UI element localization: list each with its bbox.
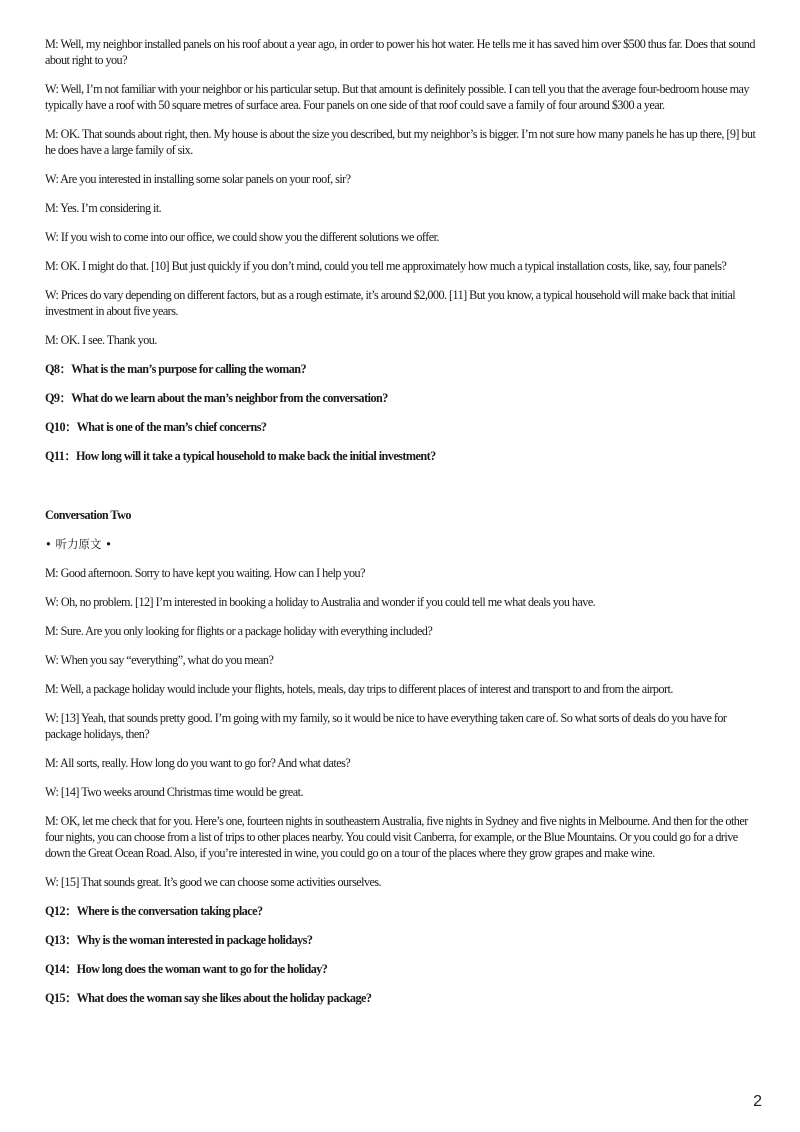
conversation-one-dialogue <box>45 36 757 348</box>
dialogue-line: M: Sure. Are you only looking for flights or a package holiday with everything included? <box>45 624 433 638</box>
dialogue-line: M: Yes. I’m considering it. <box>45 201 162 215</box>
question-q10: Q10：What is one of the man’s chief concerns? <box>45 420 267 434</box>
conversation-two-dialogue <box>45 565 757 890</box>
dialogue-line: M: Well, my neighbor installed panels on his roof about a year ago, in order to power his hot water. He tells me it has saved him over $500 thus far. Does that sound about right to you? <box>45 37 755 67</box>
dialogue-line: M: OK, let me check that for you. Here’s one, fourteen nights in southeastern Australia, five nights in Sydney and five nights in Melbourne. And then for the other four nights, you can choose from a list of trips to other places nearby. You could visit Canberra, for example, or the Blue Mountains. Or you could go for a drive down the Great Ocean Road. Also, if you’re interested in wine, you could go on a tour of the places where they grow grapes and make wine. <box>45 814 748 860</box>
dialogue-line: W: [15] That sounds great. It’s good we can choose some activities ourselves. <box>45 875 382 889</box>
page-number: 2 <box>753 1093 762 1110</box>
question-q13: Q13：Why is the woman interested in package holidays? <box>45 933 313 947</box>
conversation-two-questions <box>45 903 757 1006</box>
transcript-label: • 听力原文 • <box>45 537 112 551</box>
question-q12: Q12：Where is the conversation taking place? <box>45 904 263 918</box>
dialogue-line: W: Well, I’m not familiar with your neighbor or his particular setup. But that amount is definitely possible. I can tell you that the average four-bedroom house may typically have a roof with 50 square metres of surface area. Four panels on one side of that roof could save a family of four around $300 a year. <box>45 82 749 112</box>
dialogue-line: M: Well, a package holiday would include your flights, hotels, meals, day trips to different places of interest and transport to and from the airport. <box>45 682 673 696</box>
question-q8: Q8：What is the man’s purpose for calling the woman? <box>45 362 307 376</box>
dialogue-line: W: Prices do vary depending on different factors, but as a rough estimate, it’s around $2,000. [11] But you know, a typical household will make back that initial investment in about five years. <box>45 288 736 318</box>
conversation-one-questions <box>45 361 757 464</box>
dialogue-line: M: OK. That sounds about right, then. My house is about the size you described, but my neighbor’s is bigger. I’m not sure how many panels he has up there, [9] but he does have a large family of six. <box>45 127 756 157</box>
dialogue-line: W: When you say “everything”, what do you mean? <box>45 653 274 667</box>
question-q14: Q14：How long does the woman want to go for the holiday? <box>45 962 328 976</box>
question-q11: Q11：How long will it take a typical household to make back the initial investment? <box>45 449 436 463</box>
dialogue-line: M: OK. I see. Thank you. <box>45 333 157 347</box>
dialogue-line: W: If you wish to come into our office, we could show you the different solutions we offer. <box>45 230 439 244</box>
dialogue-line: M: OK. I might do that. [10] But just quickly if you don’t mind, could you tell me approximately how much a typical installation costs, like, say, four panels? <box>45 259 727 273</box>
dialogue-line: W: Are you interested in installing some solar panels on your roof, sir? <box>45 172 351 186</box>
dialogue-line: M: All sorts, really. How long do you want to go for? And what dates? <box>45 756 351 770</box>
question-q9: Q9：What do we learn about the man’s neighbor from the conversation? <box>45 391 388 405</box>
dialogue-line: M: Good afternoon. Sorry to have kept you waiting. How can I help you? <box>45 566 365 580</box>
dialogue-line: W: [14] Two weeks around Christmas time would be great. <box>45 785 303 799</box>
section-heading: Conversation Two <box>45 508 131 522</box>
document-page <box>45 36 757 1019</box>
dialogue-line: W: Oh, no problem. [12] I’m interested in booking a holiday to Australia and wonder if you could tell me what deals you have. <box>45 595 596 609</box>
section-spacer <box>45 477 757 507</box>
dialogue-line: W: [13] Yeah, that sounds pretty good. I’m going with my family, so it would be nice to have everything taken care of. So what sorts of deals do you have for package holidays, then? <box>45 711 727 741</box>
question-q15: Q15：What does the woman say she likes about the holiday package? <box>45 991 372 1005</box>
